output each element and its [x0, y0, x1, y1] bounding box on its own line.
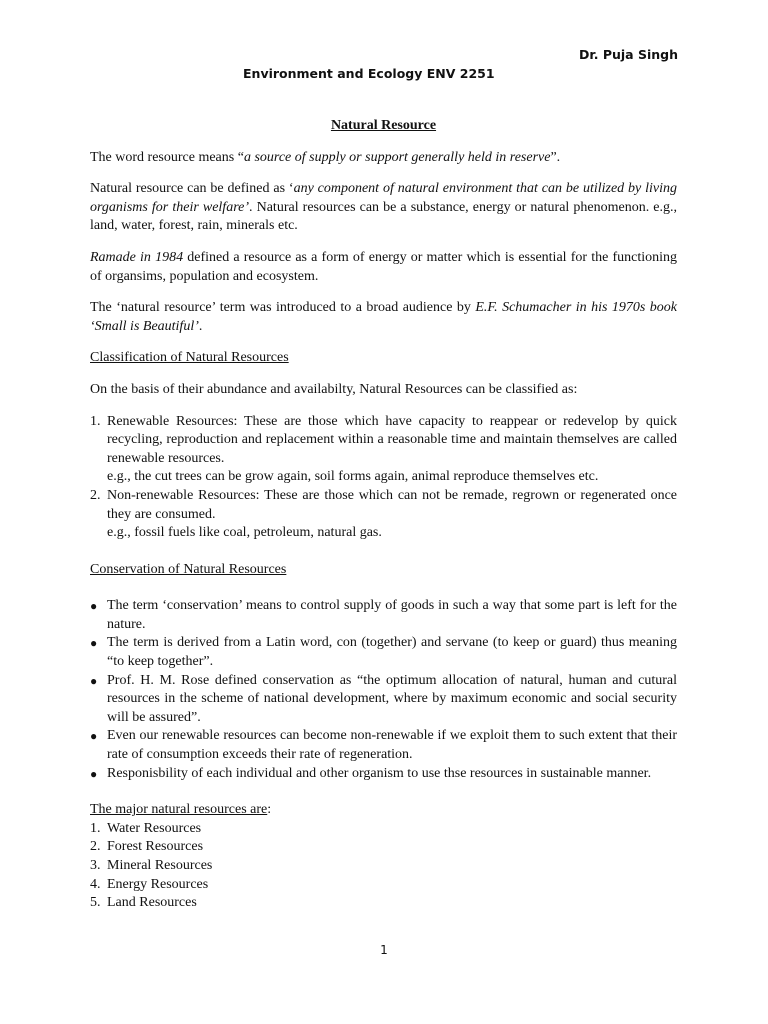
list-number: 1. — [90, 820, 101, 836]
text-run: . — [198, 318, 203, 334]
bullet-icon: ● — [90, 636, 98, 651]
classification-intro: On the basis of their abundance and availabilty, Natural Resources can be classified as: — [90, 381, 578, 397]
list-item — [90, 838, 677, 857]
bullet-icon: ● — [90, 729, 98, 744]
list-item — [90, 597, 677, 634]
document-body — [90, 117, 677, 913]
list-number: 4. — [90, 876, 101, 892]
list-item-text: Water Resources — [107, 820, 202, 836]
classification-heading: Classification of Natural Resources — [90, 350, 289, 366]
list-item — [90, 413, 677, 487]
bullet-icon: ● — [90, 766, 98, 781]
list-number: 2. — [90, 839, 101, 855]
conservation-list — [90, 597, 677, 783]
list-item — [90, 487, 677, 543]
list-item-example: e.g., fossil fuels like coal, petroleum, natural gas. — [107, 525, 382, 541]
list-item — [90, 634, 677, 671]
paragraph-schumacher — [90, 299, 677, 336]
list-item — [90, 727, 677, 764]
list-item — [90, 876, 677, 895]
list-item-text: Renewable Resources: These are those which have capacity to reappear or redevelop by quick recycling, reproduction and replacement within a reasonable time and maintain themselves are called renewable resources. — [107, 413, 677, 466]
list-number: 1. — [90, 413, 101, 429]
list-item-text: The term is derived from a Latin word, con (together) and servane (to keep or guard) thus meaning “to keep together”. — [107, 635, 677, 670]
text-run: ”. — [550, 149, 561, 165]
list-item-text: The term ‘conservation’ means to control supply of goods in such a way that some part is left for the nature. — [107, 598, 677, 632]
list-item-example: e.g., the cut trees can be grow again, soil forms again, animal reproduce themselves etc. — [107, 469, 599, 485]
text-run-italic: Ramade in 1984 — [90, 249, 184, 265]
bullet-icon: ● — [90, 673, 98, 688]
text-run-italic: E.F. Schumacher in his 1970s book ‘Small is Beautiful’ — [90, 300, 677, 334]
page-title: Natural Resource — [330, 118, 437, 133]
list-item — [90, 672, 677, 728]
list-item-text: Energy Resources — [107, 876, 209, 892]
list-item-text: Responisbility of each individual and other organism to use thse resources in sustainable manner. — [107, 765, 652, 781]
list-item-text: Forest Resources — [107, 839, 204, 855]
major-resources-heading: The major natural resources are — [90, 802, 268, 818]
list-item — [90, 894, 677, 913]
major-resources-heading-line — [90, 801, 677, 820]
text-run-italic: any component of natural environment that can be utilized by living organisms for their welfare’ — [90, 181, 677, 215]
list-number: 3. — [90, 858, 101, 873]
list-item-text: Non-renewable Resources: These are those which can not be remade, regrown or regenerated once they are consumed. — [107, 487, 677, 522]
bullet-icon: ● — [90, 599, 98, 614]
list-item-text: Even our renewable resources can become non-renewable if we exploit them to such extent that their rate of consumption exceeds their rate of regeneration. — [107, 728, 677, 763]
page-number: 1 — [380, 943, 388, 957]
list-item-text: Prof. H. M. Rose defined conservation as “the optimum allocation of natural, human and cutural resources in the scheme of national development, where by maximum economic and social security will be assured”. — [107, 672, 677, 725]
list-item — [90, 765, 677, 784]
list-number: 5. — [90, 895, 101, 911]
list-item — [90, 820, 677, 839]
course-title: Environment and Ecology ENV 2251 — [243, 66, 495, 81]
classification-list — [90, 413, 677, 543]
list-item — [90, 857, 677, 876]
major-resources-section — [90, 801, 677, 913]
list-number: 2. — [90, 487, 101, 503]
text-run: The word resource means “ — [90, 149, 244, 165]
text-run-italic: a source of supply or support generally held in reserve — [243, 149, 551, 165]
text-run: . Natural resources can be a substance, energy or natural phenomenon. e.g., land, water, forest, rain, minerals etc. — [90, 199, 677, 234]
author-name: Dr. Puja Singh — [578, 47, 678, 62]
heading-colon: : — [267, 802, 272, 818]
conservation-heading: Conservation of Natural Resources — [90, 561, 287, 577]
text-run: defined a resource as a form of energy or matter which is essential for the functioning of organsims, population and ecosystem. — [90, 249, 677, 284]
list-item-text: Land Resources — [107, 895, 197, 911]
text-run: Natural resource can be defined as ‘ — [90, 181, 294, 197]
list-item-text: Mineral Resources — [107, 858, 213, 873]
paragraph-ramade — [90, 249, 677, 286]
major-resources-list — [90, 820, 677, 913]
paragraph-resource-meaning — [90, 149, 677, 168]
paragraph-natural-resource-definition — [90, 180, 677, 236]
text-run: The ‘natural resource’ term was introduced to a broad audience by — [90, 300, 476, 316]
